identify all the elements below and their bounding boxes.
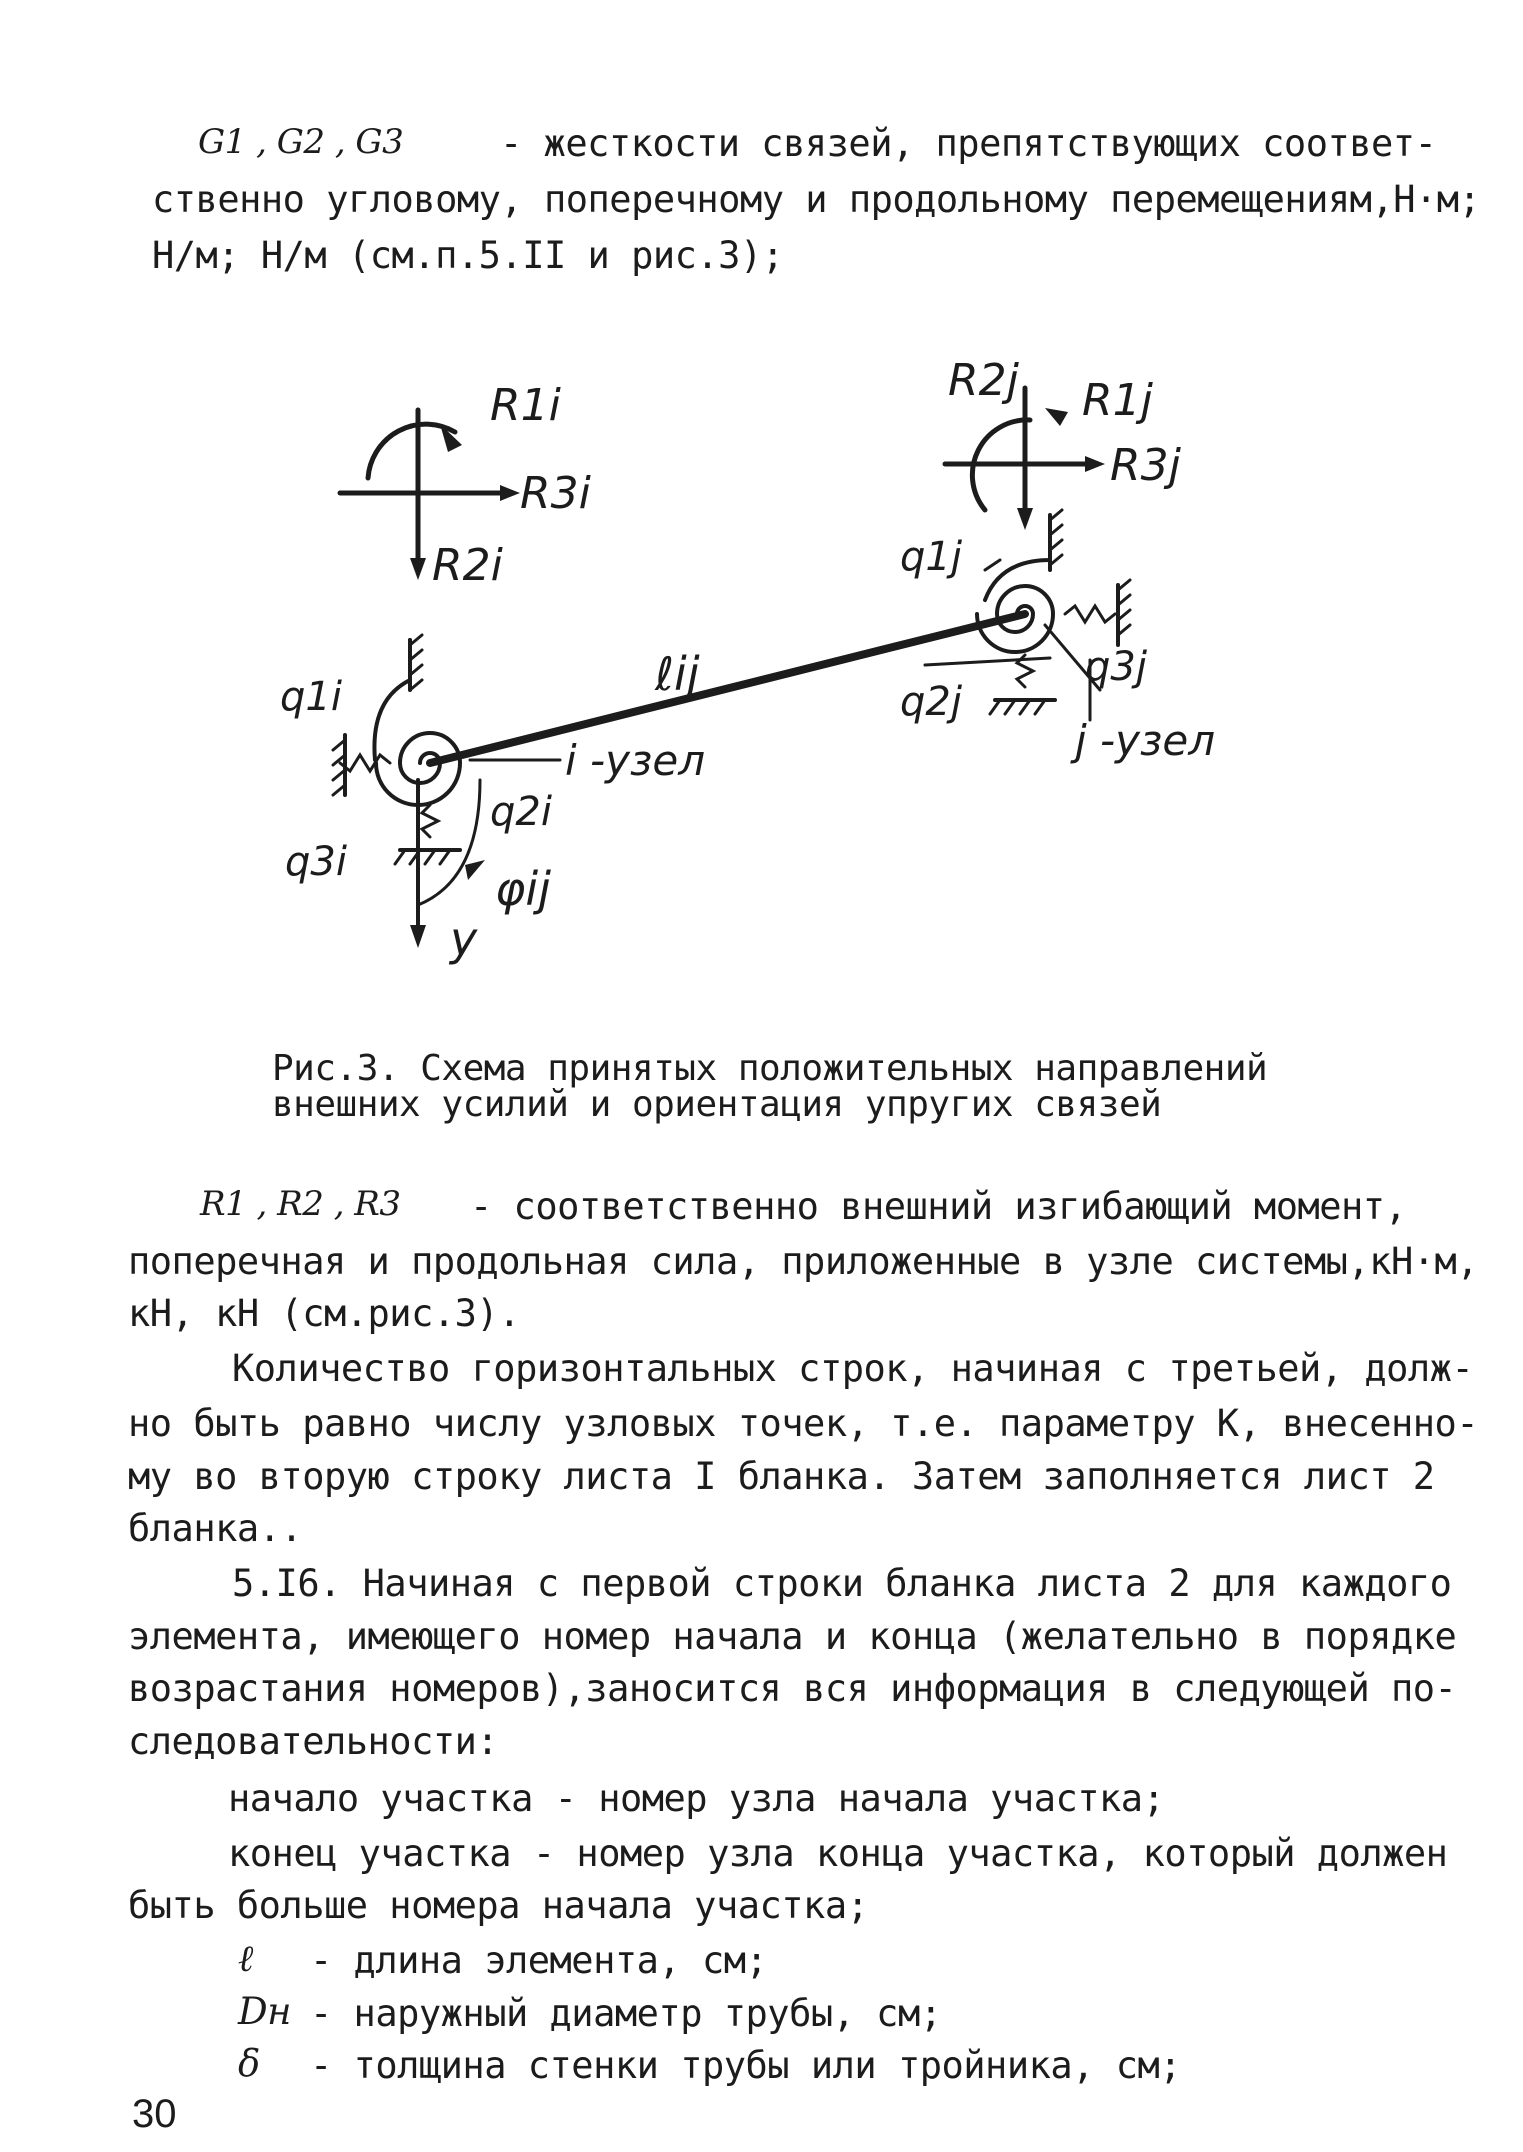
list-item-length: - длина элемента, см; (310, 1939, 768, 1982)
para4-line4: следовательности: (128, 1720, 499, 1763)
arrow-R1j-icon (1045, 408, 1068, 426)
label-lij: ℓij (655, 647, 700, 701)
hatch-bottom-j-icon (990, 700, 1045, 714)
thickness-symbol: δ (238, 2042, 260, 2085)
arrow-R3i-icon (500, 485, 520, 501)
list-item-end-line2: быть больше номера начала участка; (128, 1884, 869, 1927)
list-item-thickness: - толщина стенки трубы или тройника, см; (310, 2044, 1182, 2087)
label-R1j: R1j (1082, 375, 1153, 426)
para4-line1: 5.I6. Начиная с первой строки бланка листа 2 для каждого (232, 1562, 1452, 1605)
label-q2j: q2j (900, 679, 962, 725)
list-item-start: начало участка - номер узла начала участка; (228, 1777, 1165, 1820)
stiffness-symbols: G1 , G2 , G3 (198, 122, 404, 162)
arrow-R3j-icon (1085, 456, 1105, 472)
label-q3i: q3i (285, 839, 347, 885)
arrow-R2j-icon (1017, 508, 1033, 530)
label-q1j: q1j (900, 534, 962, 580)
para2-line1: - соответственно внешний изгибающий момент, (470, 1185, 1407, 1228)
para1-line2: ственно угловому, поперечному и продольному перемещениям,Н·м; (152, 178, 1481, 221)
para1-line3: Н/м; Н/м (см.п.5.II и рис.3); (152, 234, 784, 277)
figure-caption-line2: внешних усилий и ориентация упругих связей (272, 1084, 1162, 1125)
arrow-y-icon (410, 925, 426, 948)
node-j-forces (945, 388, 1105, 530)
figure-caption-line1: Рис.3. Схема принятых положительных направлений (272, 1048, 1268, 1089)
para3-line1: Количество горизонтальных строк, начиная с третьей, долж- (232, 1347, 1474, 1390)
list-item-diameter: - наружный диаметр трубы, см; (310, 1992, 942, 2035)
para3-line4: бланка.. (128, 1507, 303, 1550)
diameter-symbol: Dн (238, 1990, 292, 2033)
axial-spring-i-icon (340, 755, 390, 771)
force-symbols: R1 , R2 , R3 (200, 1184, 401, 1224)
para2-line2: поперечная и продольная сила, приложенные в узле системы,кН·м, (128, 1240, 1479, 1283)
para3-line3: му во вторую строку листа I бланка. Затем заполняется лист 2 (128, 1455, 1435, 1498)
label-phi: φij (495, 862, 551, 916)
para4-line3: возрастания номеров),заносится вся информация в следующей по- (128, 1667, 1457, 1710)
para2-line3: кН, кН (см.рис.3). (128, 1292, 520, 1335)
label-R2i: R2i (432, 540, 503, 591)
moment-arc-i-icon (368, 424, 455, 478)
list-item-end-line1: конец участка - номер узла конца участка, который должен (228, 1832, 1448, 1875)
arrow-R2i-icon (410, 558, 426, 580)
para3-line2: но быть равно числу узловых точек, т.е. параметру К, внесенно- (128, 1402, 1479, 1445)
label-j-node: j -узел (1075, 716, 1216, 765)
page-number: 30 (132, 2092, 177, 2136)
angle-phi-arc-icon (418, 780, 480, 905)
label-R2j: R2j (948, 355, 1019, 406)
label-i-node: i -узел (565, 736, 706, 785)
label-q3j: q3j (1085, 644, 1147, 690)
axial-spring-j-icon (1065, 606, 1115, 622)
label-y: y (450, 912, 478, 966)
para4-line2: элемента, имеющего номер начала и конца (желательно в порядке (128, 1615, 1457, 1658)
label-q2i: q2i (490, 789, 552, 835)
transverse-spring-i-icon (422, 805, 438, 837)
hatch-bottom-i-icon (395, 850, 450, 864)
length-symbol: ℓ (238, 1937, 253, 1980)
label-q1i: q1i (280, 674, 342, 720)
para1-line1: - жесткости связей, препятствующих соответ- (500, 122, 1437, 165)
label-R3i: R3i (520, 468, 591, 519)
label-R3j: R3j (1110, 440, 1181, 491)
label-R1i: R1i (490, 380, 561, 431)
